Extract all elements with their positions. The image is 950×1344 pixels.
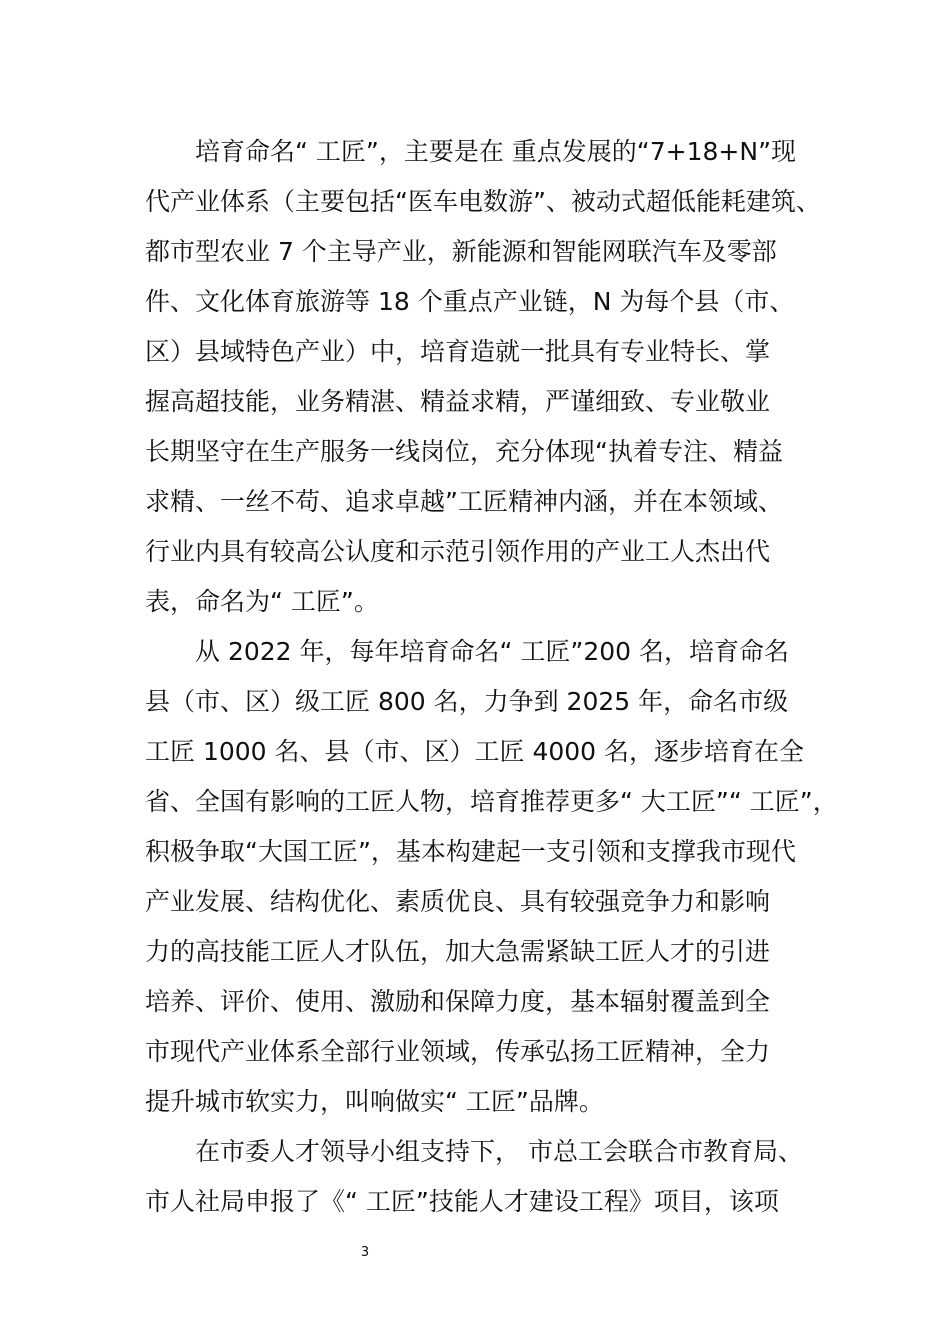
paragraph-1-line-3: 都市型农业 7 个主导产业，新能源和智能网联汽车及零部: [145, 237, 777, 266]
paragraph-1-line-8: 求精、一丝不苟、追求卓越”工匠精神内涵，并在本领域、: [145, 487, 783, 516]
paragraph-2-line-2: 县（市、区）级工匠 800 名，力争到 2025 年，命名市级: [145, 687, 789, 716]
paragraph-3-line-1: 在市委人才领导小组支持下， 市总工会联合市教育局、: [195, 1137, 803, 1166]
paragraph-1-line-2: 代产业体系（主要包括“医车电数游”、被动式超低能耗建筑、: [145, 187, 821, 216]
paragraph-2-line-7: 力的高技能工匠人才队伍，加大急需紧缺工匠人才的引进: [145, 937, 771, 966]
paragraph-2-line-8: 培养、评价、使用、激励和保障力度，基本辐射覆盖到全: [145, 987, 771, 1016]
paragraph-2-line-5: 积极争取“大国工匠”，基本构建起一支引领和支撑我市现代: [145, 837, 796, 866]
paragraph-2-line-10: 提升城市软实力，叫响做实“ 工匠”品牌。: [145, 1087, 604, 1116]
paragraph-2-line-6: 产业发展、结构优化、素质优良、具有较强竞争力和影响: [145, 887, 771, 916]
paragraph-3-line-2: 市人社局申报了《“ 工匠”技能人才建设工程》项目，该项: [145, 1187, 779, 1216]
paragraph-2-line-1: 从 2022 年，每年培育命名“ 工匠”200 名，培育命名: [195, 637, 790, 666]
paragraph-2-line-4: 省、全国有影响的工匠人物，培育推荐更多“ 大工匠”“ 工匠”，: [145, 787, 838, 816]
paragraph-2-line-3: 工匠 1000 名、县（市、区）工匠 4000 名，逐步培育在全: [145, 737, 805, 766]
paragraph-1-line-10: 表，命名为“ 工匠”。: [145, 587, 379, 616]
paragraph-1-line-4: 件、文化体育旅游等 18 个重点产业链，N 为每个县（市、: [145, 287, 795, 316]
paragraph-1-line-1: 培育命名“ 工匠”，主要是在 重点发展的“7+18+N”现: [195, 137, 797, 166]
paragraph-1-line-5: 区）县域特色产业）中，培育造就一批具有专业特长、掌: [145, 337, 771, 366]
paragraph-1-line-6: 握高超技能，业务精湛、精益求精，严谨细致、专业敬业: [145, 387, 771, 416]
paragraph-1-line-7: 长期坚守在生产服务一线岗位，充分体现“执着专注、精益: [145, 437, 783, 466]
paragraph-1-line-9: 行业内具有较高公认度和示范引领作用的产业工人杰出代: [145, 537, 771, 566]
page-number: 3: [360, 1245, 370, 1260]
paragraph-2-line-9: 市现代产业体系全部行业领域，传承弘扬工匠精神，全力: [145, 1037, 771, 1066]
